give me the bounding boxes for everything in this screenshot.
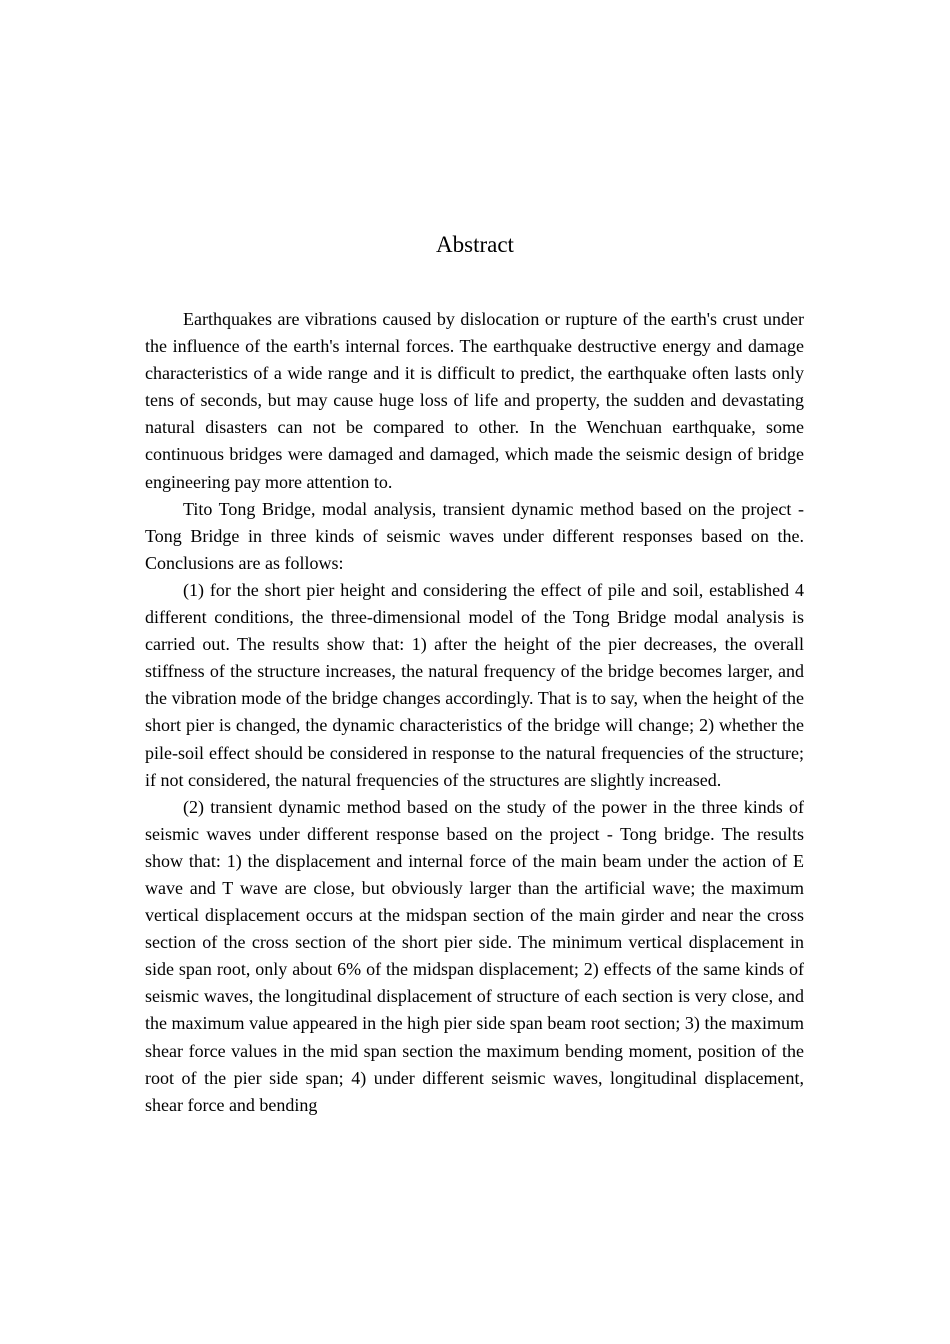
page-title: Abstract (436, 232, 514, 257)
paragraph-overview: Tito Tong Bridge, modal analysis, transient dynamic method based on the project - Tong Bridge in three kinds of seismic waves under different responses based on the. Conclusions are as follows: (145, 498, 804, 573)
abstract-body (145, 306, 804, 1119)
paragraph-intro: Earthquakes are vibrations caused by dislocation or rupture of the earth's crust under the influence of the earth's internal forces. The earthquake destructive energy and damage characteristics of a wide range and it is difficult to predict, the earthquake often lasts only tens of seconds, but may cause huge loss of life and property, the sudden and devastating natural disasters can not be compared to other. In the Wenchuan earthquake, some continuous bridges were damaged and damaged, which made the seismic design of bridge engineering pay more attention to. (145, 309, 804, 492)
paragraph-conclusion-2: (2) transient dynamic method based on the study of the power in the three kinds of seismic waves under different response based on the project - Tong bridge. The results show that: 1) the displacement and internal force of the main beam under the action of E wave and T wave are close, but obviously larger than the artificial wave; the maximum vertical displacement occurs at the midspan section of the main girder and near the cross section of the cross section of the short pier side. The minimum vertical displacement in side span root, only about 6% of the midspan displacement; 2) effects of the same kinds of seismic waves, the longitudinal displacement of structure of each section is very close, and the maximum value appeared in the high pier side span beam root section; 3) the maximum shear force values in the mid span section the maximum bending moment, position of the root of the pier side span; 4) under different seismic waves, longitudinal displacement, shear force and bending (145, 796, 804, 1115)
paragraph-conclusion-1: (1) for the short pier height and considering the effect of pile and soil, established 4 different conditions, the three-dimensional model of the Tong Bridge modal analysis is carried out. The results show that: 1) after the height of the pier decreases, the overall stiffness of the structure increases, the natural frequency of the bridge becomes larger, and the vibration mode of the bridge changes accordingly. That is to say, when the height of the short pier is changed, the dynamic characteristics of the bridge will change; 2) whether the pile-soil effect should be considered in response to the natural frequencies of the structure; if not considered, the natural frequencies of the structures are slightly increased. (145, 579, 804, 790)
